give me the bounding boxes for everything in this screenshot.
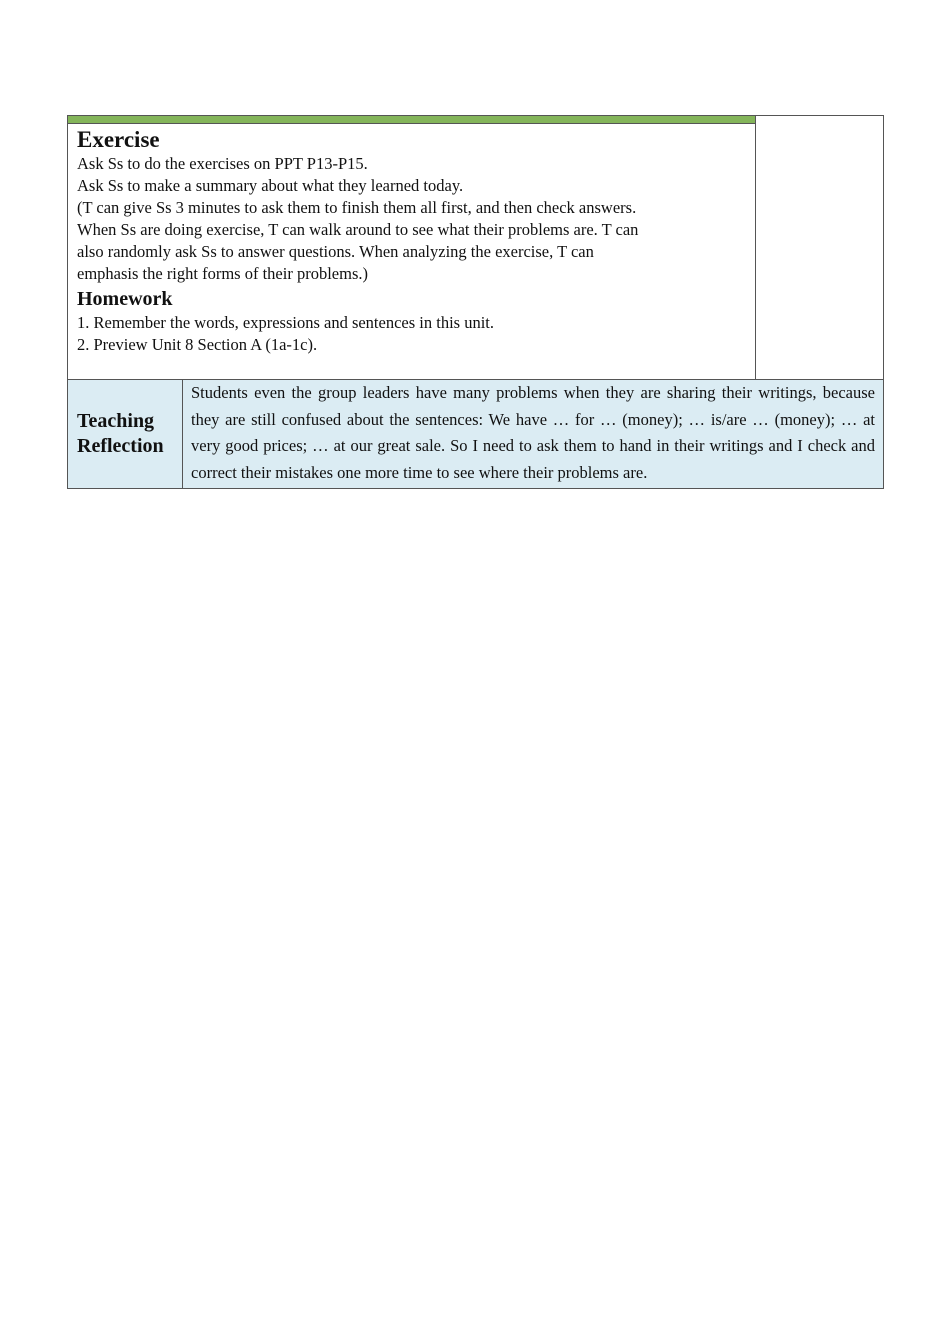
reflection-label-line: Reflection — [77, 435, 164, 457]
section-header-bar — [68, 116, 755, 124]
exercise-heading: Exercise — [77, 127, 160, 152]
exercise-line: emphasis the right forms of their problems.) — [77, 264, 368, 283]
exercise-line: When Ss are doing exercise, T can walk around to see what their problems are. T can — [77, 220, 639, 239]
procedure-content — [68, 124, 755, 356]
homework-heading: Homework — [77, 288, 173, 310]
reflection-label-line: Teaching — [77, 410, 155, 432]
homework-item: 1. Remember the words, expressions and sentences in this unit. — [77, 313, 495, 332]
reflection-text-cell — [183, 380, 884, 489]
exercise-line: Ask Ss to do the exercises on PPT P13-P15. — [77, 154, 368, 173]
reflection-row — [68, 380, 884, 489]
procedure-cell — [68, 116, 756, 380]
reflection-text: Students even the group leaders have many problems when they are sharing their writings, because they are still confused about the sentences: We have … for … (money); … is/are … (money); … at very good prices; … at our great sale. So I need to ask them to hand in their writings and I check and correct their mistakes one more time to see where their problems are. — [191, 383, 875, 482]
exercise-line: Ask Ss to make a summary about what they learned today. — [77, 176, 464, 195]
reflection-label-cell — [68, 380, 183, 489]
procedure-row — [68, 116, 884, 380]
homework-item: 2. Preview Unit 8 Section A (1a-1c). — [77, 335, 318, 354]
reflection-label — [68, 409, 182, 459]
exercise-line: also randomly ask Ss to answer questions. When analyzing the exercise, T can — [77, 242, 594, 261]
lesson-plan-table — [67, 115, 884, 489]
notes-cell — [756, 116, 884, 380]
exercise-line: (T can give Ss 3 minutes to ask them to finish them all first, and then check answers. — [77, 198, 637, 217]
lesson-plan-page — [67, 115, 883, 489]
